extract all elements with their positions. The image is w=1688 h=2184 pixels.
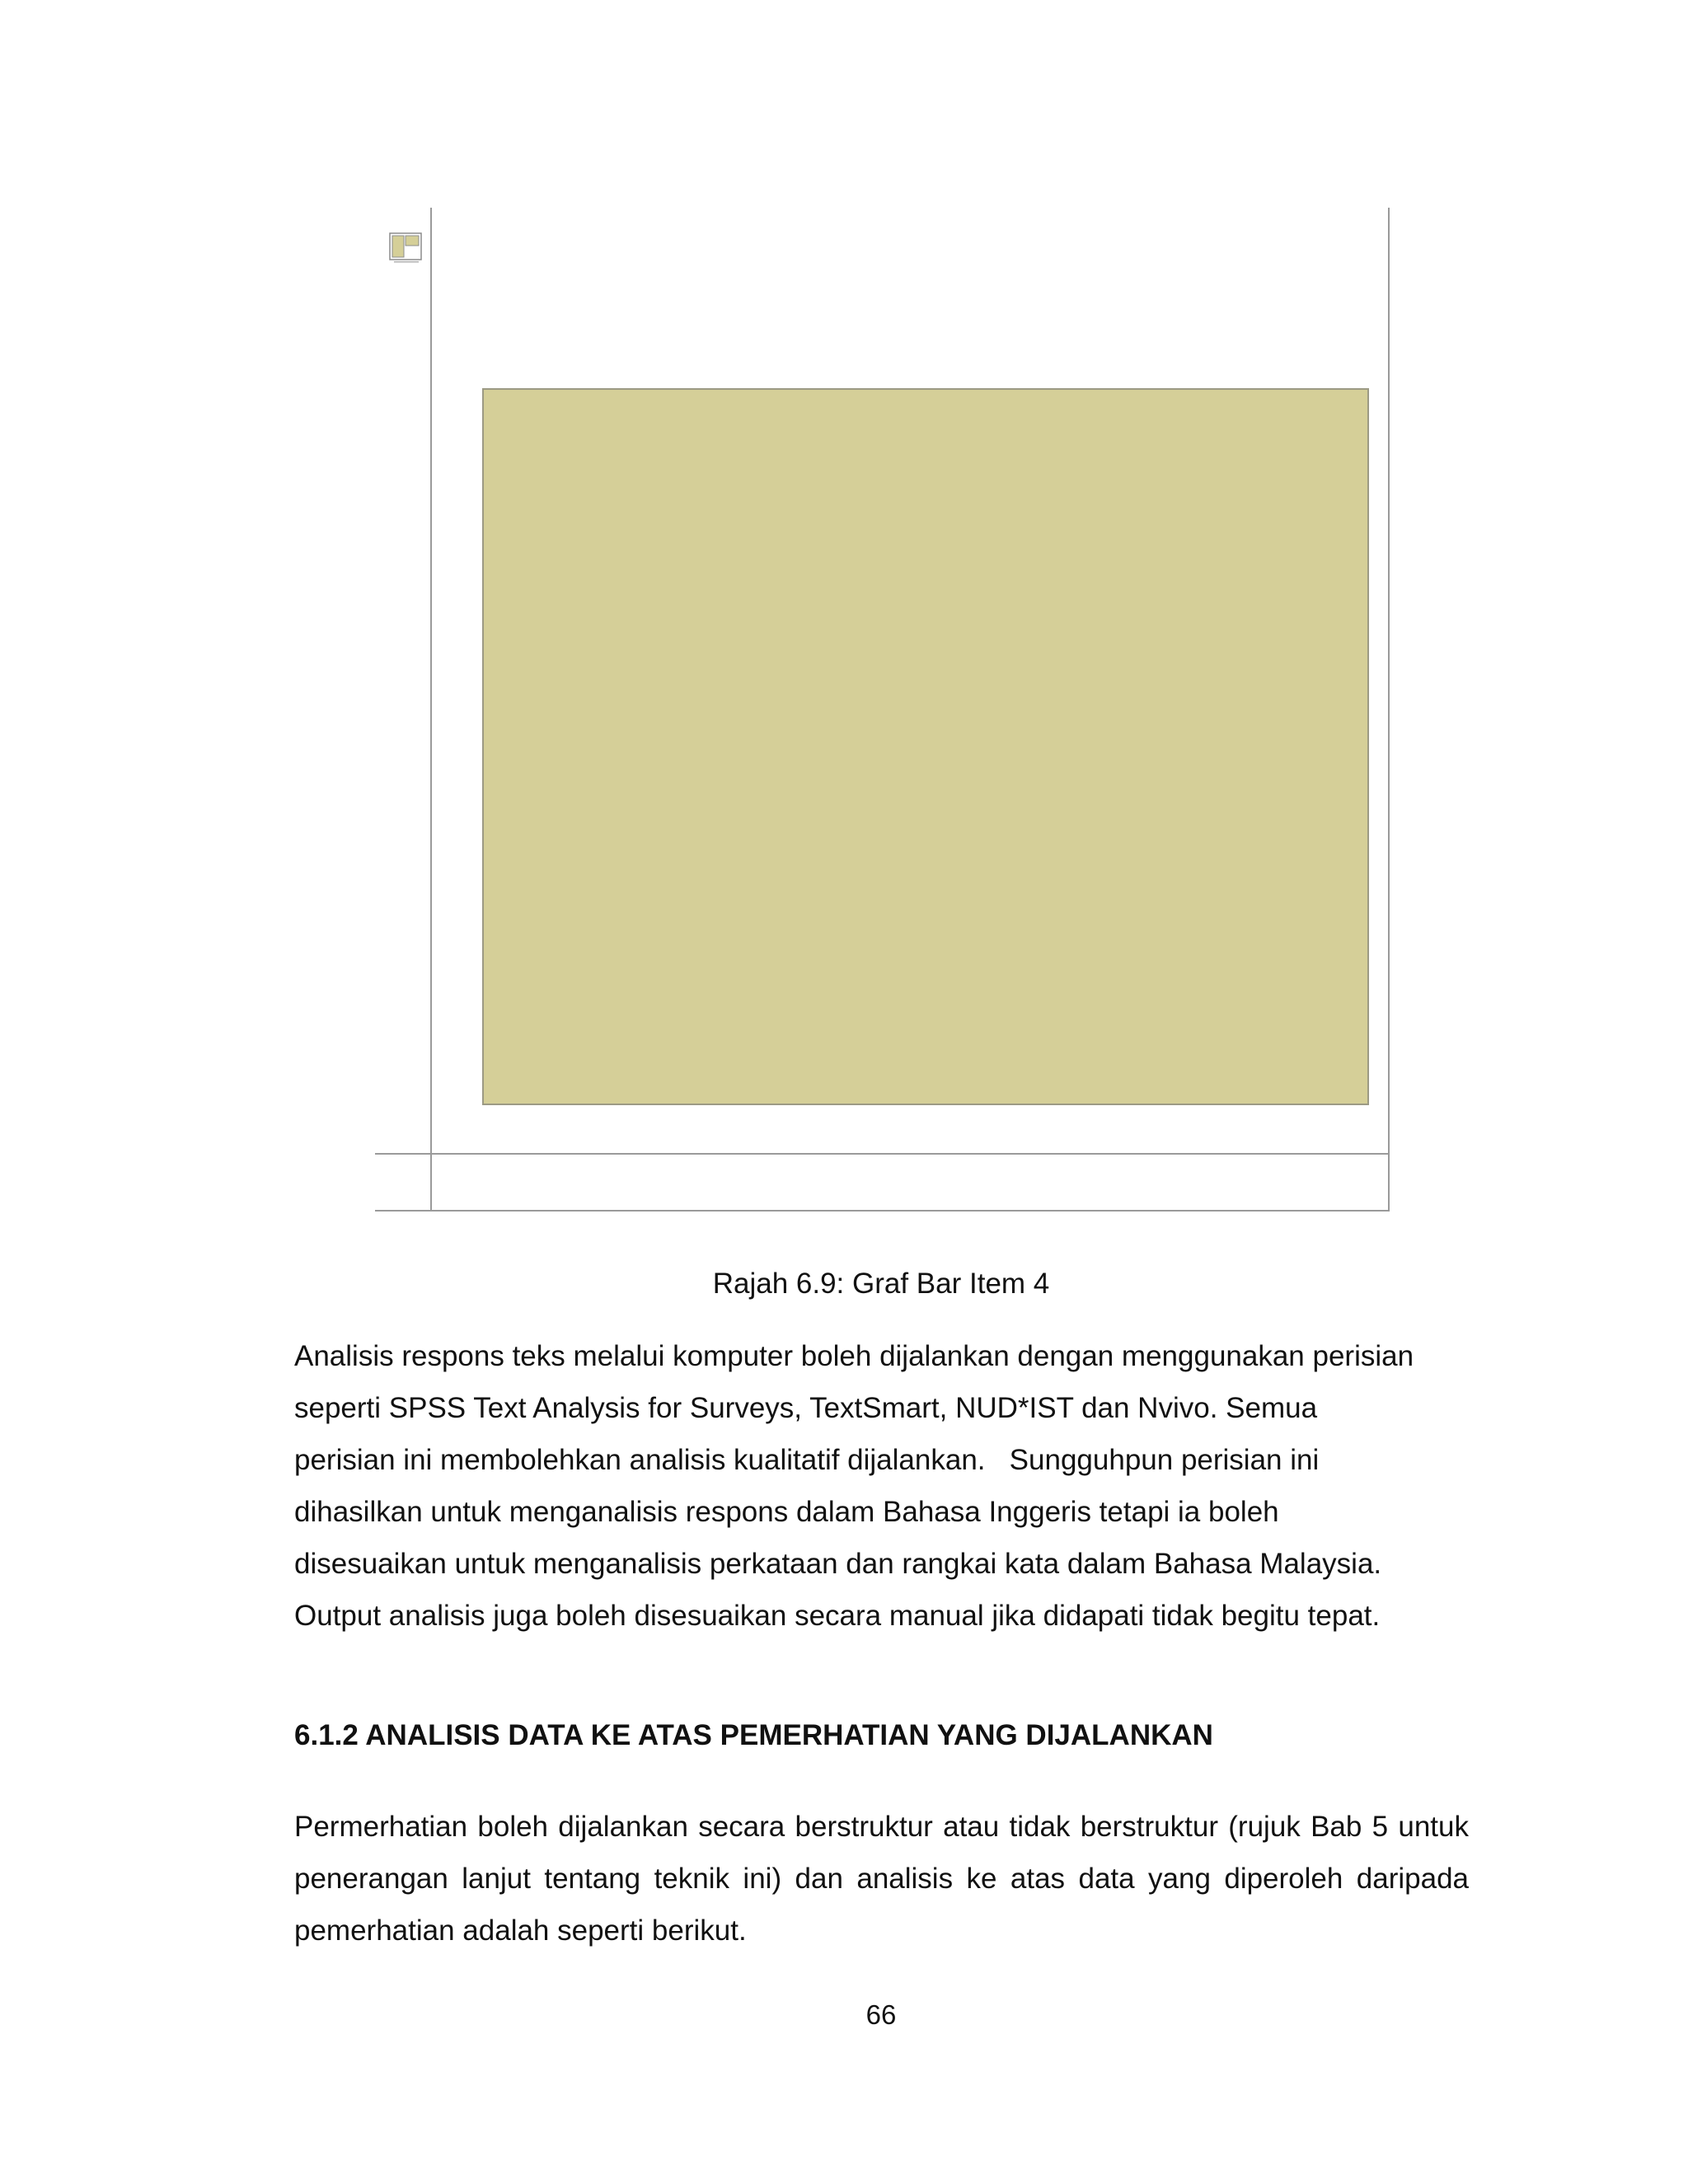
paragraph-line: Analisis respons teks melalui komputer boleh dijalankan dengan menggunakan perisian — [294, 1340, 1414, 1372]
paragraph-line: Output analisis juga boleh disesuaikan secara manual jika didapati tidak begitu tepat. — [294, 1600, 1381, 1632]
section-heading: 6.1.2 ANALISIS DATA KE ATAS PEMERHATIAN YANG DIJALANKAN — [294, 1719, 1213, 1751]
chart-plot-area — [482, 388, 1369, 1105]
chart-placeholder-icon — [389, 232, 424, 264]
frame-line-left — [430, 208, 432, 1212]
paragraph-line: perisian ini membolehkan analisis kualitatif dijalankan. Sungguhpun perisian ini — [294, 1444, 1320, 1476]
page-number: 66 — [865, 1999, 897, 2030]
frame-line-right — [1388, 208, 1390, 1212]
paragraph-line: seperti SPSS Text Analysis for Surveys, TextSmart, NUD*IST dan Nvivo. Semua — [294, 1392, 1318, 1424]
frame-line-bottom — [375, 1210, 1390, 1212]
body-paragraph-2: Permerhatian boleh dijalankan secara berstruktur atau tidak berstruktur (rujuk Bab 5 untuk penerangan lanjut tentang teknik ini) dan analisis ke atas data yang diperoleh daripada pemerhatian adalah seperti berikut. — [294, 1811, 1469, 1947]
paragraph-line: disesuaikan untuk menganalisis perkataan dan rangkai kata dalam Bahasa Malaysia. — [294, 1548, 1382, 1580]
paragraph-line: dihasilkan untuk menganalisis respons dalam Bahasa Inggeris tetapi ia boleh — [294, 1496, 1279, 1528]
figure-caption: Rajah 6.9: Graf Bar Item 4 — [712, 1268, 1050, 1300]
body-paragraph-1 — [294, 1330, 1469, 1642]
frame-line-middle — [375, 1153, 1390, 1155]
